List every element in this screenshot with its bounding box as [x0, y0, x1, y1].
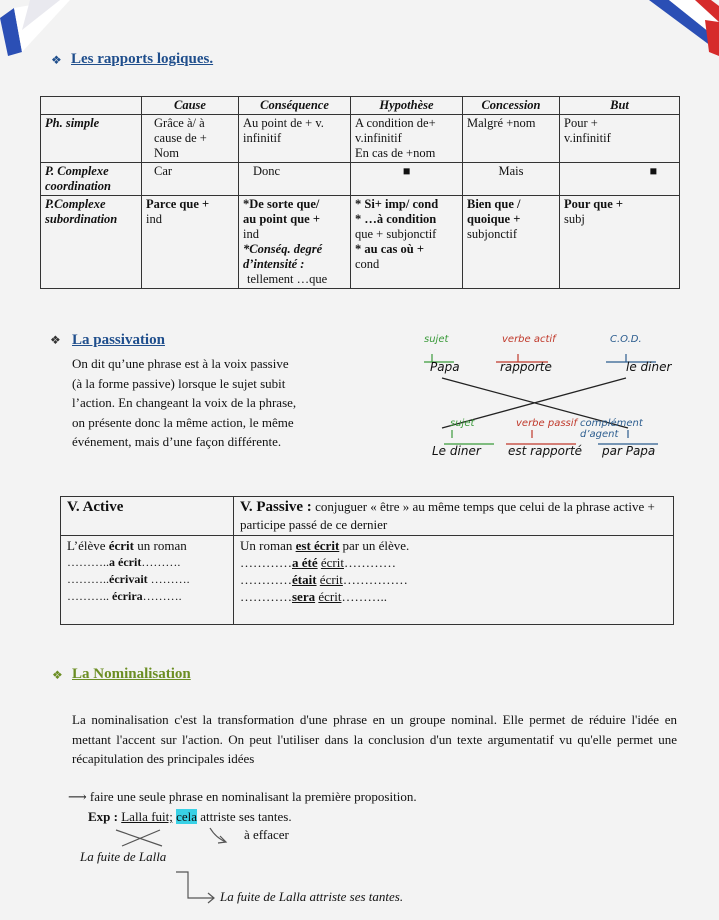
- text-line: on présente donc la même action, le même: [72, 414, 294, 430]
- cell-line: subjonctif: [467, 227, 517, 241]
- header-cause: Cause: [142, 97, 239, 115]
- cell-line: cause de +: [154, 131, 207, 145]
- active-line: ………..a écrit……….: [67, 555, 181, 569]
- word-est-rapporte: est rapporté: [508, 444, 583, 458]
- cell: [239, 196, 351, 289]
- passive-line: …………a été écrit…………: [240, 555, 396, 570]
- cell-line: Au point de + v.: [243, 116, 324, 130]
- table-row: [41, 115, 680, 163]
- cell: [463, 115, 560, 163]
- result-arrow-icon: [170, 868, 220, 908]
- text-line: l’action. En changeant la voix de la phrase,: [72, 395, 297, 410]
- square-icon: ■: [402, 164, 411, 178]
- label-verbe-passif: verbe passif: [516, 418, 578, 429]
- cell-line: subj: [564, 212, 585, 226]
- cell-line: Malgré +nom: [467, 116, 536, 130]
- word-par-papa: par Papa: [602, 444, 656, 458]
- header-consequence: Conséquence: [239, 97, 351, 115]
- cell-line: au point que +: [243, 212, 320, 226]
- section-title-passivation: La passivation: [72, 332, 165, 348]
- cell: [351, 115, 463, 163]
- active-header: [61, 497, 234, 536]
- passive-header-label: V. Passive :: [240, 499, 312, 515]
- row-head: Ph. simple: [41, 115, 142, 163]
- square-icon: ■: [649, 164, 657, 178]
- flag-ribbon-right-icon: [649, 0, 719, 60]
- diamond-bullet-icon: ❖: [51, 53, 62, 67]
- cell: [463, 196, 560, 289]
- text-line: On dit qu’une phrase est à la voix passive: [72, 356, 289, 371]
- cell-line: Mais: [498, 164, 524, 178]
- passive-cell: [234, 536, 674, 625]
- label-sujet-bottom: sujet: [450, 418, 475, 429]
- cell-line: A condition de+: [355, 116, 436, 130]
- cell-line: En cas de +nom: [355, 146, 436, 160]
- cell-line: Donc: [253, 164, 281, 178]
- voice-table: [60, 496, 674, 625]
- cell: [239, 115, 351, 163]
- label-sujet-top: sujet: [424, 334, 449, 345]
- section-title-nominalisation: La Nominalisation: [72, 666, 191, 682]
- passive-line: …………était écrit……………: [240, 572, 408, 587]
- cell-line: ind: [146, 212, 162, 226]
- fuite-note: La fuite de Lalla: [80, 849, 167, 864]
- cell-line: quoique +: [467, 212, 521, 226]
- active-line: L’élève écrit un roman: [67, 538, 187, 553]
- effacer-note: à effacer: [244, 827, 289, 842]
- cell: [351, 196, 463, 289]
- exp-label: Exp :: [88, 809, 118, 824]
- text-line: (à la forme passive) lorsque le sujet subit: [72, 375, 286, 391]
- cell: [239, 163, 351, 196]
- cell-line: * au cas où +: [355, 242, 424, 256]
- cell-line: Car: [154, 164, 173, 178]
- label-complement-agent: complément d’agent: [580, 418, 643, 440]
- label-cod: C.O.D.: [610, 334, 642, 345]
- word-rapporte: rapporte: [500, 360, 552, 374]
- cell: [463, 163, 560, 196]
- table-row: [41, 196, 680, 289]
- cell: [351, 163, 463, 196]
- table-header-row: [61, 497, 674, 536]
- cell-line: Grâce à/ à: [154, 116, 205, 130]
- active-cell: [61, 536, 234, 625]
- result-sentence: La fuite de Lalla attriste ses tantes.: [220, 889, 404, 904]
- cell-line: *De sorte que/: [243, 197, 320, 211]
- label-verbe-actif: verbe actif: [502, 334, 556, 345]
- cell: [560, 115, 680, 163]
- diamond-bullet-icon: ❖: [50, 333, 61, 347]
- cell-line: Parce que +: [146, 197, 210, 211]
- nominalisation-paragraph: La nominalisation c'est la transformation d'une phrase en un groupe nominal. Elle permet de réduire l'idée en mettant l'accent sur l'action. On peut l'utiliser dans la conclusion d'un texte argumentatif vu qu'elle permet une récapitulation des principales idées: [72, 712, 677, 766]
- active-header-label: V. Active: [67, 499, 124, 515]
- cell: [560, 163, 680, 196]
- cell-line: ind: [243, 227, 259, 241]
- passive-header: [234, 497, 674, 536]
- passive-header-desc: conjuguer « être » au même temps que celui de la phrase active + participe passé de ce dernier: [240, 499, 655, 532]
- row-head: P.Complexe subordination: [41, 196, 142, 289]
- exp-highlight: cela: [176, 809, 198, 824]
- cell-line: v.infinitif: [564, 131, 611, 145]
- table-header-row: [41, 97, 680, 115]
- table-row: [61, 536, 674, 625]
- instruction-line: ⟶ faire une seule phrase en nominalisant la première proposition.: [68, 789, 417, 804]
- header-empty: [41, 97, 142, 115]
- cell-line: Nom: [154, 146, 179, 160]
- cell: [142, 196, 239, 289]
- logical-relations-table: [40, 96, 680, 289]
- diagram-lines: [414, 332, 684, 462]
- active-line: ………..écrivait ……….: [67, 572, 190, 586]
- word-papa: Papa: [430, 360, 460, 374]
- passive-diagram: [414, 332, 684, 462]
- header-hypothese: Hypothèse: [351, 97, 463, 115]
- cell-line: tellement …que: [247, 272, 328, 286]
- cell-line: cond: [355, 257, 380, 271]
- cell-line: Pour +: [564, 116, 598, 130]
- row-head: P. Complexe coordination: [41, 163, 142, 196]
- word-le-diner-bottom: Le diner: [432, 444, 481, 458]
- cell-line: que + subjonctif: [355, 227, 437, 241]
- flag-ribbon-left-icon: [0, 0, 70, 60]
- active-line: ……….. écrira……….: [67, 589, 182, 603]
- section-title-rapports: Les rapports logiques.: [71, 51, 214, 67]
- cell-line: d’intensité :: [243, 257, 305, 271]
- cell-line: infinitif: [243, 131, 282, 145]
- header-but: But: [560, 97, 680, 115]
- diamond-bullet-icon: ❖: [52, 668, 63, 682]
- table-row: [41, 163, 680, 196]
- cell-line: v.infinitif: [355, 131, 402, 145]
- passive-line: …………sera écrit………..: [240, 589, 387, 604]
- cell: [142, 163, 239, 196]
- exp-part1: Lalla fuit;: [121, 809, 173, 824]
- cell-line: Pour que +: [564, 197, 623, 211]
- cell-line: *Conséq. degré: [243, 242, 323, 256]
- cell-line: * Si+ imp/ cond: [355, 197, 439, 211]
- cell-line: * …à condition: [355, 212, 437, 226]
- text-line: événement, mais d’une façon différente.: [72, 434, 282, 449]
- header-concession: Concession: [463, 97, 560, 115]
- cell: [142, 115, 239, 163]
- passivation-text: [72, 354, 402, 452]
- passive-line: Un roman est écrit par un élève.: [240, 538, 410, 553]
- exp-part3: attriste ses tantes.: [197, 809, 292, 824]
- cell: [560, 196, 680, 289]
- word-le-diner: le diner: [626, 360, 672, 374]
- cell-line: Bien que /: [467, 197, 521, 211]
